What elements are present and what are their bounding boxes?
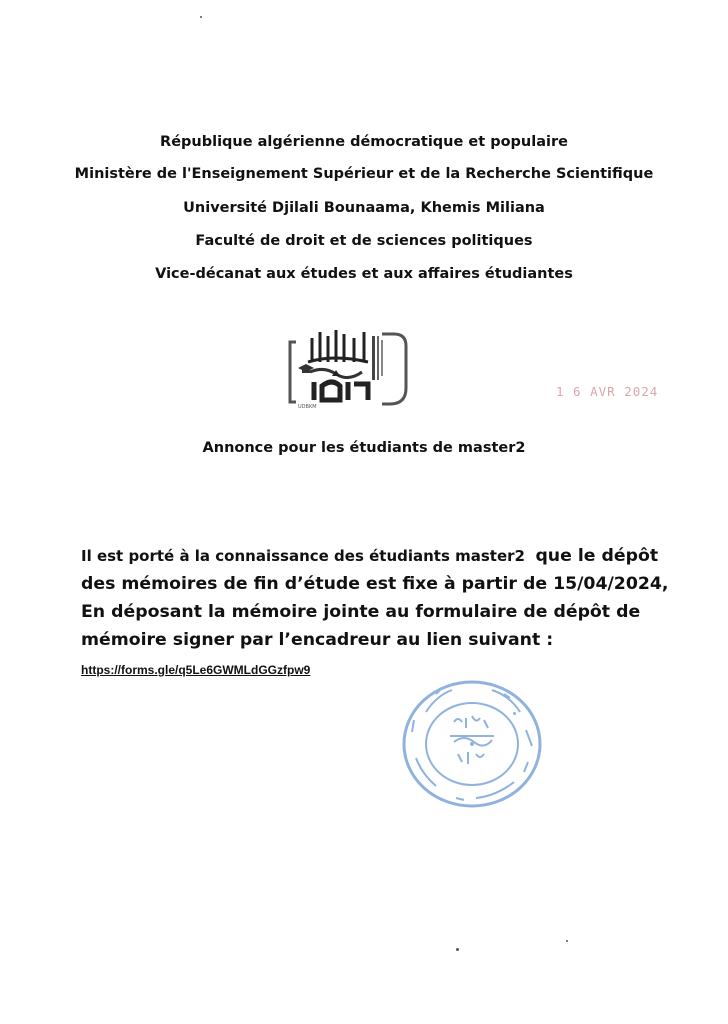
- body-line-1: [81, 542, 681, 570]
- body-line-1-end: que le dépôt: [535, 546, 659, 566]
- date-received-stamp: 1 6 AVR 2024: [556, 384, 659, 399]
- faculty-seal-stamp: [396, 672, 546, 812]
- header-republic: République algérienne démocratique et populaire: [160, 134, 568, 150]
- announcement-body: [81, 542, 681, 654]
- scan-speck: [200, 16, 202, 18]
- body-line-1-start: Il est porté à la connaissance des étudiants master2: [81, 547, 525, 565]
- scan-speck: [456, 948, 459, 951]
- university-logo-graphic: [284, 324, 414, 410]
- header-university: Université Djilali Bounaama, Khemis Miliana: [183, 200, 545, 216]
- scan-speck: [566, 940, 568, 942]
- submission-form-link[interactable]: https://forms.gle/q5Le6GWMLdGGzfpw9: [81, 663, 311, 677]
- body-line-4: mémoire signer par l’encadreur au lien suivant :: [81, 630, 554, 650]
- header-vice-deanship: Vice-décanat aux études et aux affaires étudiantes: [155, 266, 573, 282]
- seal-icon: [396, 672, 546, 812]
- body-line-3: En déposant la mémoire jointe au formulaire de dépôt de: [81, 602, 641, 622]
- header-ministry: Ministère de l'Enseignement Supérieur et de la Recherche Scientifique: [74, 166, 654, 182]
- svg-text:UDBKM: UDBKM: [298, 404, 317, 410]
- university-logo: [284, 324, 414, 410]
- body-line-2: des mémoires de fin d’étude est fixe à partir de 15/04/2024,: [81, 574, 669, 594]
- announcement-title: Annonce pour les étudiants de master2: [202, 440, 526, 456]
- scan-speck: [513, 712, 516, 715]
- header-faculty: Faculté de droit et de sciences politiques: [195, 233, 533, 249]
